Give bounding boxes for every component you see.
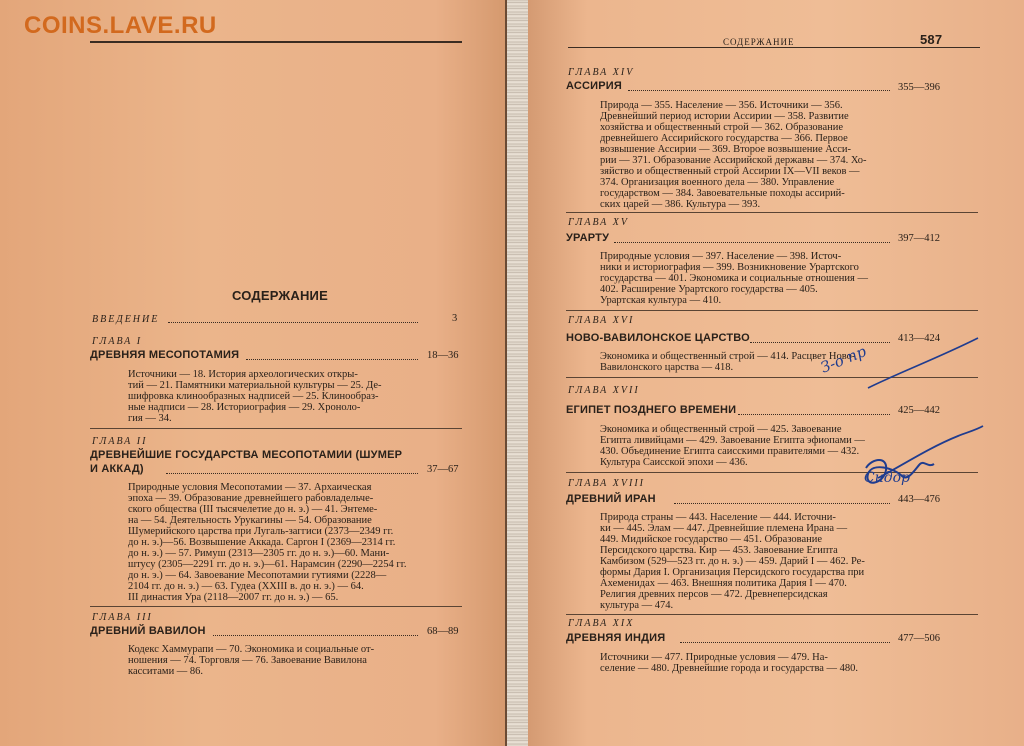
leader-dots	[213, 635, 418, 636]
separator	[90, 606, 462, 607]
separator	[566, 310, 978, 311]
summary-line: на — 54. Деятельность Урукагины — 54. Образование	[128, 515, 372, 526]
summary-line: ники и историография — 399. Возникновение Урартского	[600, 262, 859, 273]
chapter-title: И АККАД)	[90, 463, 144, 475]
chapter-number: ГЛАВА XVII	[568, 385, 640, 396]
summary-line: зяйство и общественный строй Ассирии IX—VII веков —	[600, 166, 860, 177]
summary-line: Религия древних персов — 472. Древнеперсидская	[600, 589, 828, 600]
summary-line: до н. э.) — 64. Завоевание Месопотамии гутиями (2228—	[128, 570, 387, 581]
page-number: 587	[920, 32, 943, 47]
summary-line: до н. э.) — 57. Римуш (2313—2305 гг. до н. э.)—60. Мани-	[128, 548, 390, 559]
summary-line: тий — 21. Памятники материальной культуры — 25. Де-	[128, 380, 382, 391]
summary-line: государства — 401. Экономика и социальные отношения —	[600, 273, 868, 284]
summary-line: до н. э.)—56. Возвышение Аккада. Саргон I (2369—2314 гг.	[128, 537, 396, 548]
summary-line: возвышение Ассирии — 369. Второе возвышение Асси-	[600, 144, 852, 155]
leader-dots	[628, 90, 890, 91]
chapter-title: ДРЕВНЯЯ ИНДИЯ	[566, 632, 666, 644]
summary-line: Экономика и общественный строй — 414. Расцвет Ново-	[600, 351, 856, 362]
summary-line: ношения — 74. Торговля — 76. Завоевание Вавилона	[128, 655, 367, 666]
leader-dots	[680, 642, 890, 643]
chapter-title: ЕГИПЕТ ПОЗДНЕГО ВРЕМЕНИ	[566, 404, 737, 416]
summary-line: касситами — 86.	[128, 666, 204, 677]
chapter-pages: 355—396	[898, 82, 940, 93]
summary-line: Камбизом (529—523 гг. до н. э.) — 459. Дарий I — 462. Ре-	[600, 556, 865, 567]
summary-line: Природа страны — 443. Население — 444. Источни-	[600, 512, 836, 523]
summary-line: Источники — 18. История археологических откры-	[128, 369, 358, 380]
handwritten-note: З-о пр	[818, 342, 869, 377]
summary-line: Природные условия — 397. Население — 398. Источ-	[600, 251, 842, 262]
summary-line: Экономика и общественный строй — 425. Завоевание	[600, 424, 842, 435]
chapter-number: ГЛАВА XIX	[568, 618, 635, 629]
summary-line: Шумерийского царства при Лугаль-заггиси (2373—2349 гг.	[128, 526, 394, 537]
summary-line: хозяйства и общественный строй — 362. Образование	[600, 122, 844, 133]
summary-line: государством — 384. Завоевательные походы ассирий-	[600, 188, 845, 199]
summary-line: 430. Объединение Египта саисскими правителями — 432.	[600, 446, 860, 457]
summary-line: культура — 474.	[600, 600, 674, 611]
summary-line: ные надписи — 28. Историография — 29. Хроноло-	[128, 402, 361, 413]
summary-line: Культура Саисской эпохи — 436.	[600, 457, 748, 468]
chapter-title: АССИРИЯ	[566, 80, 623, 92]
summary-line: штусу (2305—2291 гг. до н. э.)—61. Нарамсин (2290—2254 гг.	[128, 559, 407, 570]
chapter-title: НОВО-ВАВИЛОНСКОЕ ЦАРСТВО	[566, 332, 750, 344]
summary-line: Египта ливийцами — 429. Завоевание Египта эфиопами —	[600, 435, 865, 446]
chapter-number: ГЛАВА III	[92, 612, 153, 623]
separator	[566, 614, 978, 615]
leader-dots	[614, 242, 890, 243]
summary-line: Древнейший период истории Ассирии — 358. Развитие	[600, 111, 849, 122]
summary-line: формы Дария I. Организация Персидского государства при	[600, 567, 865, 578]
summary-line: шифровка клинообразных надписей — 25. Клинообраз-	[128, 391, 379, 402]
running-head: СОДЕРЖАНИЕ	[723, 37, 795, 47]
chapter-title: ДРЕВНИЙ ВАВИЛОН	[90, 625, 206, 637]
chapter-title: УРАРТУ	[566, 232, 610, 244]
chapter-pages: 413—424	[898, 333, 940, 344]
chapter-number: ГЛАВА II	[92, 436, 148, 447]
summary-line: Природа — 355. Население — 356. Источники — 356.	[600, 100, 843, 111]
summary-line: III династия Ура (2118—2007 гг. до н. э.) — 65.	[128, 592, 339, 603]
summary-line: Ахеменидах — 463. Внешняя политика Дария I — 470.	[600, 578, 847, 589]
summary-line: 402. Расширение Урартского государства — 405.	[600, 284, 818, 295]
chapter-number: ГЛАВА XIV	[568, 67, 635, 78]
chapter-pages: 443—476	[898, 494, 940, 505]
summary-line: ки — 445. Элам — 447. Древнейшие племена Ирана —	[600, 523, 848, 534]
chapter-pages: 37—67	[427, 464, 459, 475]
leader-dots	[166, 473, 418, 474]
intro-label: ВВЕДЕНИЕ	[92, 314, 160, 325]
separator	[90, 428, 462, 429]
chapter-title: ДРЕВНЕЙШИЕ ГОСУДАРСТВА МЕСОПОТАМИИ (ШУМЕР	[90, 449, 403, 461]
chapter-title: ДРЕВНИЙ ИРАН	[566, 493, 656, 505]
leader-dots	[168, 322, 418, 323]
chapter-number: ГЛАВА XVI	[568, 315, 635, 326]
chapter-pages: 68—89	[427, 626, 459, 637]
summary-line: эпоха — 39. Образование древнейшего рабовладельче-	[128, 493, 374, 504]
summary-line: 2104 гг. до н. э.) — 63. Гудеа (XXIII в. до н. э.) — 64.	[128, 581, 364, 592]
right-page	[528, 0, 1024, 746]
chapter-number: ГЛАВА XVIII	[568, 478, 645, 489]
summary-line: 449. Мидийское государство — 451. Образование	[600, 534, 823, 545]
summary-line: гия — 34.	[128, 413, 172, 424]
chapter-pages: 397—412	[898, 233, 940, 244]
top-rule	[90, 41, 462, 43]
summary-line: Источники — 477. Природные условия — 479. На-	[600, 652, 828, 663]
watermark: COINS.LAVE.RU	[24, 12, 217, 39]
chapter-pages: 477—506	[898, 633, 940, 644]
summary-line: Вавилонского царства — 418.	[600, 362, 734, 373]
chapter-pages: 18—36	[427, 350, 459, 361]
summary-line: 374. Организация военного дела — 380. Управление	[600, 177, 835, 188]
contents-heading: СОДЕРЖАНИЕ	[232, 288, 328, 303]
summary-line: Природные условия Месопотамии — 37. Архаическая	[128, 482, 372, 493]
summary-line: селение — 480. Древнейшие города и государства — 480.	[600, 663, 859, 674]
summary-line: Кодекс Хаммурапи — 70. Экономика и социальные от-	[128, 644, 375, 655]
summary-line: Персидского царства. Кир — 453. Завоевание Египта	[600, 545, 838, 556]
summary-line: древнейшего Ассирийского государства — 366. Первое	[600, 133, 848, 144]
chapter-pages: 425—442	[898, 405, 940, 416]
summary-line: Урартская культура — 410.	[600, 295, 722, 306]
chapter-title: ДРЕВНЯЯ МЕСОПОТАМИЯ	[90, 349, 240, 361]
leader-dots	[246, 359, 418, 360]
summary-line: рии — 371. Образование Ассирийской державы — 374. Хо-	[600, 155, 867, 166]
handwritten-signature-text: Сидор	[864, 470, 910, 486]
summary-line: ского общества (III тысячелетие до н. э.) — 41. Энтеме-	[128, 504, 378, 515]
intro-page: 3	[452, 313, 458, 324]
chapter-number: ГЛАВА XV	[568, 217, 629, 228]
chapter-number: ГЛАВА I	[92, 336, 143, 347]
separator	[566, 212, 978, 213]
summary-line: ских царей — 386. Культура — 393.	[600, 199, 761, 210]
handwritten-signature	[858, 318, 998, 518]
